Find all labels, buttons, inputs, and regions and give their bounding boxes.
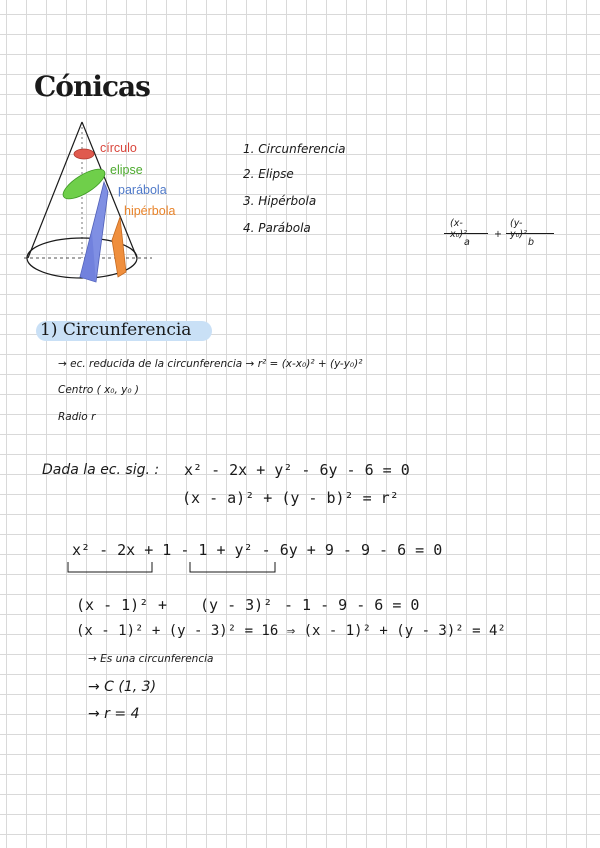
circle-section: [74, 149, 94, 159]
reduced-equation: → ec. reducida de la circunferencia → r² = (x-x₀)² + (y-y₀)²: [58, 358, 363, 370]
section-heading: 1) Circunferencia: [40, 320, 192, 340]
radius-definition: Radio r: [58, 411, 96, 423]
final-equation: (x - 1)² + (y - 3)² = 16 ⇒ (x - 1)² + (y - 3)² = 4²: [76, 623, 506, 639]
list-item-3: 3. Hipérbola: [243, 194, 317, 208]
cone-diagram: [22, 112, 162, 292]
example-intro: Dada la ec. sig. :: [42, 462, 160, 478]
list-item-2: 2. Elipse: [243, 167, 294, 181]
label-parabola: parábola: [118, 183, 167, 197]
square-plus: +: [158, 596, 168, 614]
fraction-den-1: a: [464, 237, 470, 248]
list-item-4: 4. Parábola: [243, 221, 311, 235]
conclusion-type: → Es una circunferencia: [88, 653, 214, 665]
completing-square: x² - 2x + 1 - 1 + y² - 6y + 9 - 9 - 6 = 0: [72, 541, 443, 559]
grouping-brackets: [60, 560, 290, 580]
label-circulo: círculo: [100, 141, 137, 155]
fraction-num-1: (x-x₀)²: [450, 218, 467, 240]
example-equation: x² - 2x + y² - 6y - 6 = 0: [184, 461, 410, 479]
label-hiperbola: hipérbola: [124, 204, 176, 218]
conclusion-center: → C (1, 3): [88, 679, 157, 695]
fraction-num-2: (y-y₀)²: [510, 218, 527, 240]
conclusion-radius: → r = 4: [88, 706, 140, 722]
list-item-1: 1. Circunferencia: [243, 142, 346, 156]
page-title: Cónicas: [34, 70, 150, 103]
fraction-den-2: b: [528, 237, 535, 248]
center-definition: Centro ( x₀, y₀ ): [58, 384, 140, 396]
fraction-plus: +: [494, 229, 502, 240]
square-constants: - 1 - 9 - 6 = 0: [284, 596, 420, 614]
general-form: (x - a)² + (y - b)² = r²: [182, 489, 399, 507]
label-elipse: elipse: [110, 163, 143, 177]
square-x: (x - 1)²: [76, 596, 149, 614]
square-y: (y - 3)²: [200, 596, 273, 614]
